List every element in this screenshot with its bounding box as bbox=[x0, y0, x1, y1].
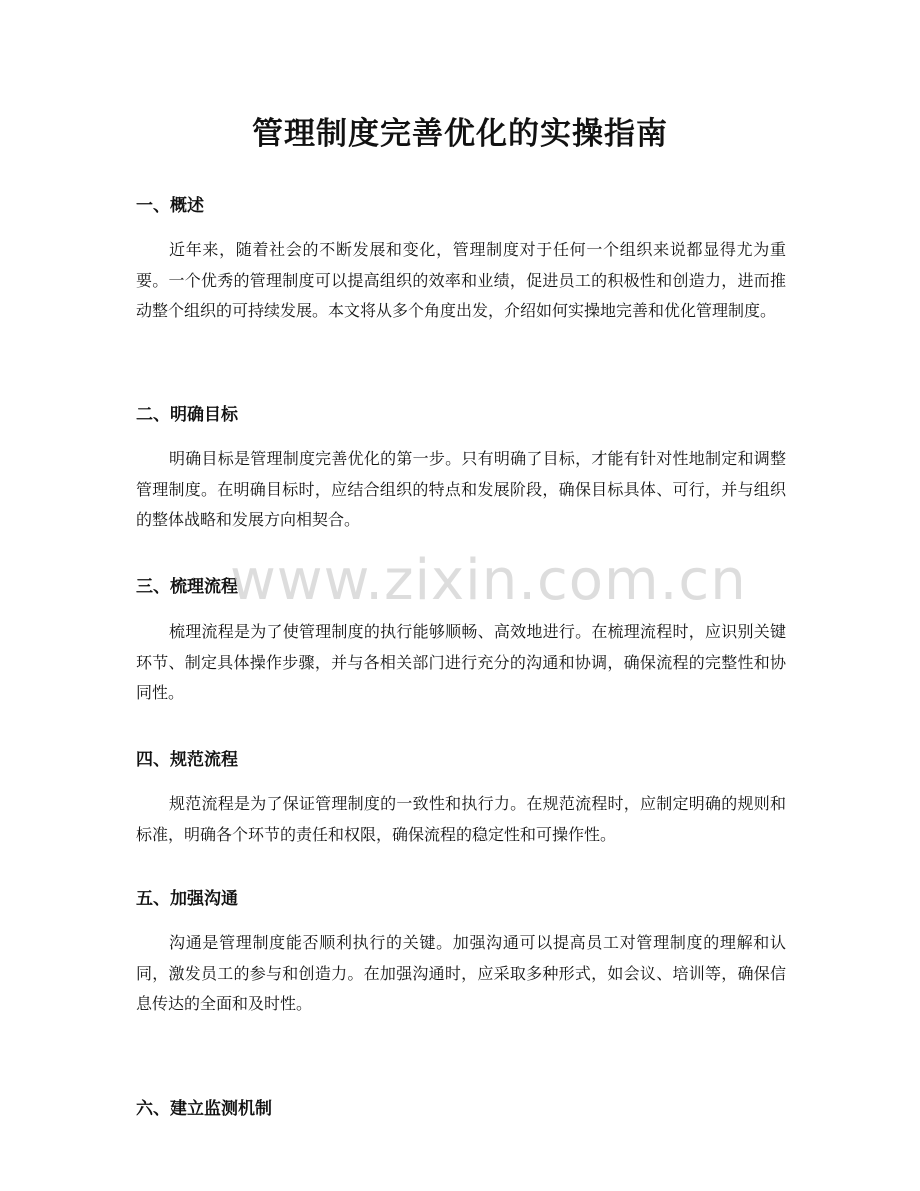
section-heading-overview: 一、概述 bbox=[136, 196, 204, 216]
section-heading-monitoring: 六、建立监测机制 bbox=[136, 1099, 272, 1119]
section-body-overview: 近年来，随着社会的不断发展和变化，管理制度对于任何一个组织来说都显得尤为重要。一个优秀的管理制度可以提高组织的效率和业绩，促进员工的积极性和创造力，进而推动整个组织的可持续发展。本文将从多个角度出发，介绍如何实操地完善和优化管理制度。 bbox=[136, 240, 786, 320]
watermark: www.zixin.com.cn bbox=[230, 548, 747, 613]
section-body-standardize-process: 规范流程是为了保证管理制度的一致性和执行力。在规范流程时，应制定明确的规则和标准，明确各个环节的责任和权限，确保流程的稳定性和可操作性。 bbox=[136, 794, 786, 844]
section-heading-standardize-process: 四、规范流程 bbox=[136, 750, 238, 770]
section-heading-communication: 五、加强沟通 bbox=[136, 889, 238, 909]
section-body-goals: 明确目标是管理制度完善优化的第一步。只有明确了目标，才能有针对性地制定和调整管理制度。在明确目标时，应结合组织的特点和发展阶段，确保目标具体、可行，并与组织的整体战略和发展方向相契合。 bbox=[136, 449, 786, 529]
section-heading-sort-process: 三、梳理流程 bbox=[136, 577, 238, 597]
document-title: 管理制度完善优化的实操指南 bbox=[252, 116, 668, 152]
section-body-communication: 沟通是管理制度能否顺利执行的关键。加强沟通可以提高员工对管理制度的理解和认同，激发员工的参与和创造力。在加强沟通时，应采取多种形式，如会议、培训等，确保信息传达的全面和及时性。 bbox=[136, 933, 786, 1013]
section-heading-goals: 二、明确目标 bbox=[136, 405, 238, 425]
section-body-sort-process: 梳理流程是为了使管理制度的执行能够顺畅、高效地进行。在梳理流程时，应识别关键环节、制定具体操作步骤，并与各相关部门进行充分的沟通和协调，确保流程的完整性和协同性。 bbox=[136, 622, 786, 702]
